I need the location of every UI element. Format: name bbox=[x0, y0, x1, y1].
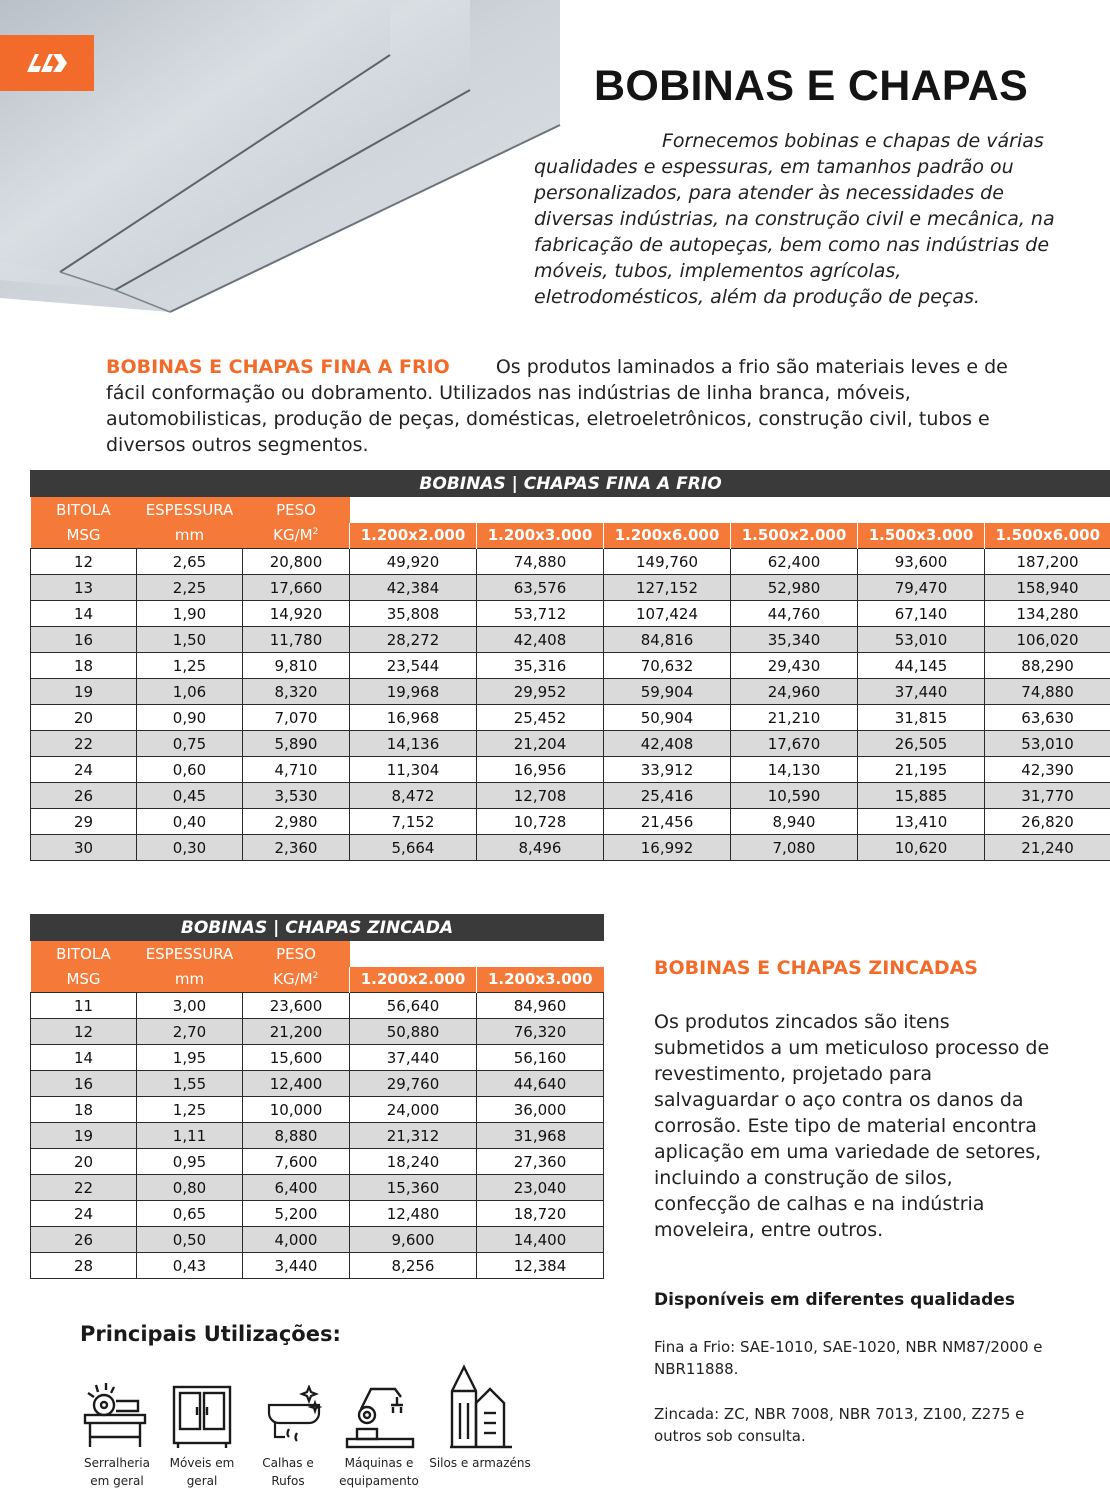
table-cell: 1,06 bbox=[137, 679, 243, 705]
table-cell: 42,390 bbox=[985, 757, 1110, 783]
galvanized-table bbox=[30, 914, 604, 1279]
table-row bbox=[31, 809, 1110, 835]
table-cell: 29,952 bbox=[477, 679, 604, 705]
table-cell: 12 bbox=[31, 1019, 137, 1045]
galvanized-table-title: BOBINAS | CHAPAS ZINCADA bbox=[31, 915, 604, 941]
table-cell: 14,400 bbox=[477, 1227, 604, 1253]
table-cell: 24 bbox=[31, 1201, 137, 1227]
table-cell: 6,400 bbox=[243, 1175, 350, 1201]
table-cell: 88,290 bbox=[985, 653, 1110, 679]
table-cell: 50,904 bbox=[604, 705, 731, 731]
table-cell: 33,912 bbox=[604, 757, 731, 783]
use-label-line: geral bbox=[186, 1474, 218, 1488]
table-cell: 79,470 bbox=[858, 575, 985, 601]
table-cell: 26 bbox=[31, 783, 137, 809]
qualities-heading: Disponíveis em diferentes qualidades bbox=[654, 1290, 1015, 1310]
table-cell: 106,020 bbox=[985, 627, 1110, 653]
col-size: 1.200x2.000 bbox=[350, 523, 477, 549]
table-cell: 44,760 bbox=[731, 601, 858, 627]
use-label-gutters bbox=[248, 1454, 328, 1490]
table-cell: 21,200 bbox=[243, 1019, 350, 1045]
use-label-line: Calhas e bbox=[262, 1456, 314, 1470]
table-cell: 84,960 bbox=[477, 993, 604, 1019]
table-cell: 0,60 bbox=[137, 757, 243, 783]
use-label-metalwork bbox=[77, 1454, 157, 1490]
table-cell: 0,45 bbox=[137, 783, 243, 809]
table-cell: 24 bbox=[31, 757, 137, 783]
table-row bbox=[31, 627, 1110, 653]
table-cell: 8,320 bbox=[243, 679, 350, 705]
table-cell: 62,400 bbox=[731, 549, 858, 575]
table-row bbox=[31, 575, 1110, 601]
table-row bbox=[31, 1097, 604, 1123]
table-cell: 0,40 bbox=[137, 809, 243, 835]
table-cell: 31,968 bbox=[477, 1123, 604, 1149]
table-cell: 8,496 bbox=[477, 835, 604, 861]
table-cell: 37,440 bbox=[858, 679, 985, 705]
col-bitola-unit: MSG bbox=[31, 967, 137, 993]
table-cell: 8,256 bbox=[350, 1253, 477, 1279]
table-cell: 0,90 bbox=[137, 705, 243, 731]
table-cell: 2,70 bbox=[137, 1019, 243, 1045]
table-cell: 11,304 bbox=[350, 757, 477, 783]
table-cell: 49,920 bbox=[350, 549, 477, 575]
table-row bbox=[31, 731, 1110, 757]
table-cell: 3,440 bbox=[243, 1253, 350, 1279]
table-cell: 29,760 bbox=[350, 1071, 477, 1097]
table-cell: 7,600 bbox=[243, 1149, 350, 1175]
table-cell: 13 bbox=[31, 575, 137, 601]
table-cell: 12,400 bbox=[243, 1071, 350, 1097]
table-cell: 50,880 bbox=[350, 1019, 477, 1045]
cold-rolled-text: Os produtos laminados a frio são materiais leves e de fácil conformação ou dobramento. Utilizados nas indústrias de linha branca, móveis, automobilisticas, produção de peças, domésticas, eletroeletrônicos, construção civil, tubos e diversos outros segmentos. bbox=[106, 356, 1008, 456]
table-cell: 53,712 bbox=[477, 601, 604, 627]
table-cell: 4,710 bbox=[243, 757, 350, 783]
table-cell: 15,600 bbox=[243, 1045, 350, 1071]
table-cell: 0,43 bbox=[137, 1253, 243, 1279]
table-cell: 7,070 bbox=[243, 705, 350, 731]
table-cell: 70,632 bbox=[604, 653, 731, 679]
col-peso-unit bbox=[243, 967, 350, 993]
table-cell: 14,130 bbox=[731, 757, 858, 783]
table-cell: 30 bbox=[31, 835, 137, 861]
table-cell: 11 bbox=[31, 993, 137, 1019]
peso-unit-text: KG/M bbox=[273, 970, 313, 989]
table-cell: 63,630 bbox=[985, 705, 1110, 731]
galvanized-table-body bbox=[31, 993, 604, 1279]
table-cell: 2,980 bbox=[243, 809, 350, 835]
table-cell: 19,968 bbox=[350, 679, 477, 705]
table-cell: 76,320 bbox=[477, 1019, 604, 1045]
table-row bbox=[31, 993, 604, 1019]
table-cell: 22 bbox=[31, 1175, 137, 1201]
cold-rolled-heading: BOBINAS E CHAPAS FINA A FRIO bbox=[106, 356, 450, 378]
table-cell: 53,010 bbox=[985, 731, 1110, 757]
brand-logo-icon bbox=[25, 52, 69, 74]
qualities-cold-rolled: Fina a Frio: SAE-1010, SAE-1020, NBR NM87/2000 e NBR11888. bbox=[654, 1338, 1043, 1378]
table-row bbox=[31, 835, 1110, 861]
col-size: 1.200x3.000 bbox=[477, 967, 604, 993]
table-cell: 0,50 bbox=[137, 1227, 243, 1253]
table-cell: 3,530 bbox=[243, 783, 350, 809]
table-cell: 10,000 bbox=[243, 1097, 350, 1123]
col-espessura: ESPESSURA bbox=[137, 941, 243, 967]
galvanized-heading: BOBINAS E CHAPAS ZINCADAS bbox=[654, 957, 978, 979]
peso-unit-text: KG/M bbox=[273, 526, 313, 545]
table-cell: 24,000 bbox=[350, 1097, 477, 1123]
table-cell: 12,708 bbox=[477, 783, 604, 809]
table-cell: 67,140 bbox=[858, 601, 985, 627]
table-cell: 25,452 bbox=[477, 705, 604, 731]
table-cell: 8,472 bbox=[350, 783, 477, 809]
header-blank bbox=[350, 497, 1110, 523]
table-cell: 42,408 bbox=[477, 627, 604, 653]
table-cell: 16 bbox=[31, 1071, 137, 1097]
table-row bbox=[31, 653, 1110, 679]
table-cell: 0,80 bbox=[137, 1175, 243, 1201]
table-cell: 0,65 bbox=[137, 1201, 243, 1227]
table-cell: 18 bbox=[31, 653, 137, 679]
table-cell: 14,920 bbox=[243, 601, 350, 627]
table-cell: 21,204 bbox=[477, 731, 604, 757]
table-cell: 0,75 bbox=[137, 731, 243, 757]
table-cell: 1,25 bbox=[137, 653, 243, 679]
table-cell: 52,980 bbox=[731, 575, 858, 601]
table-cell: 44,145 bbox=[858, 653, 985, 679]
col-espessura: ESPESSURA bbox=[137, 497, 243, 523]
table-cell: 5,664 bbox=[350, 835, 477, 861]
table-cell: 12 bbox=[31, 549, 137, 575]
table-cell: 7,080 bbox=[731, 835, 858, 861]
cold-rolled-description bbox=[106, 354, 1026, 458]
table-cell: 9,600 bbox=[350, 1227, 477, 1253]
table-cell: 15,360 bbox=[350, 1175, 477, 1201]
table-cell: 1,90 bbox=[137, 601, 243, 627]
table-cell: 8,880 bbox=[243, 1123, 350, 1149]
table-cell: 16,968 bbox=[350, 705, 477, 731]
table-cell: 18,240 bbox=[350, 1149, 477, 1175]
table-cell: 16,992 bbox=[604, 835, 731, 861]
table-cell: 21,312 bbox=[350, 1123, 477, 1149]
col-espessura-unit: mm bbox=[137, 967, 243, 993]
use-label-silos bbox=[425, 1454, 535, 1472]
col-espessura-unit: mm bbox=[137, 523, 243, 549]
table-cell: 1,50 bbox=[137, 627, 243, 653]
table-cell: 4,000 bbox=[243, 1227, 350, 1253]
table-cell: 10,620 bbox=[858, 835, 985, 861]
table-cell: 37,440 bbox=[350, 1045, 477, 1071]
uses-heading: Principais Utilizações: bbox=[80, 1322, 341, 1346]
table-row bbox=[31, 1019, 604, 1045]
col-peso-unit bbox=[243, 523, 350, 549]
intro-paragraph: Fornecemos bobinas e chapas de várias qualidades e espessuras, em tamanhos padrão ou personalizados, para atender às necessidades de diversas indústrias, na construção civil e mecânica, na fabricação de autopeças, bem como nas indústrias de móveis, tubos, implementos agrícolas, eletrodomésticos, além da produção de peças. bbox=[534, 130, 1055, 308]
table-cell: 28 bbox=[31, 1253, 137, 1279]
table-cell: 7,152 bbox=[350, 809, 477, 835]
table-cell: 26,820 bbox=[985, 809, 1110, 835]
cold-rolled-table bbox=[30, 470, 1110, 861]
table-cell: 5,200 bbox=[243, 1201, 350, 1227]
table-cell: 1,55 bbox=[137, 1071, 243, 1097]
table-cell: 10,590 bbox=[731, 783, 858, 809]
table-cell: 21,240 bbox=[985, 835, 1110, 861]
table-cell: 74,880 bbox=[985, 679, 1110, 705]
cabinet-icon bbox=[172, 1385, 232, 1449]
table-cell: 23,040 bbox=[477, 1175, 604, 1201]
table-cell: 11,780 bbox=[243, 627, 350, 653]
table-cell: 0,95 bbox=[137, 1149, 243, 1175]
table-cell: 1,25 bbox=[137, 1097, 243, 1123]
table-cell: 0,30 bbox=[137, 835, 243, 861]
table-cell: 134,280 bbox=[985, 601, 1110, 627]
table-cell: 24,960 bbox=[731, 679, 858, 705]
header-blank bbox=[350, 941, 604, 967]
table-cell: 16,956 bbox=[477, 757, 604, 783]
table-cell: 17,660 bbox=[243, 575, 350, 601]
table-cell: 23,544 bbox=[350, 653, 477, 679]
table-cell: 14,136 bbox=[350, 731, 477, 757]
table-cell: 21,195 bbox=[858, 757, 985, 783]
table-cell: 56,160 bbox=[477, 1045, 604, 1071]
table-cell: 20 bbox=[31, 1149, 137, 1175]
use-label-machines bbox=[339, 1454, 419, 1490]
col-bitola: BITOLA bbox=[31, 941, 137, 967]
table-cell: 21,210 bbox=[731, 705, 858, 731]
table-cell: 93,600 bbox=[858, 549, 985, 575]
galvanized-description: Os produtos zincados são itens submetidos a um meticuloso processo de revestimento, projetado para salvaguardar o aço contra os danos da corrosão. Este tipo de material encontra aplicação em uma variedade de setores, incluindo a construção de silos, confecção de calhas e na indústria moveleira, entre outros. bbox=[654, 1011, 1050, 1241]
table-cell: 31,815 bbox=[858, 705, 985, 731]
use-label-line: em geral bbox=[90, 1474, 144, 1488]
table-cell: 19 bbox=[31, 679, 137, 705]
table-cell: 13,410 bbox=[858, 809, 985, 835]
table-cell: 20,800 bbox=[243, 549, 350, 575]
silo-icon bbox=[448, 1363, 514, 1449]
metalwork-saw-icon bbox=[80, 1375, 150, 1449]
table-row bbox=[31, 679, 1110, 705]
table-row bbox=[31, 549, 1110, 575]
table-row bbox=[31, 1227, 604, 1253]
table-row bbox=[31, 601, 1110, 627]
table-cell: 42,384 bbox=[350, 575, 477, 601]
table-cell: 42,408 bbox=[604, 731, 731, 757]
table-cell: 35,808 bbox=[350, 601, 477, 627]
table-cell: 10,728 bbox=[477, 809, 604, 835]
col-size: 1.500x6.000 bbox=[985, 523, 1110, 549]
table-cell: 14 bbox=[31, 601, 137, 627]
table-cell: 20 bbox=[31, 705, 137, 731]
qualities-galvanized: Zincada: ZC, NBR 7008, NBR 7013, Z100, Z275 e outros sob consulta. bbox=[654, 1405, 1025, 1445]
use-label-line: Máquinas e bbox=[344, 1456, 414, 1470]
table-cell: 23,600 bbox=[243, 993, 350, 1019]
cold-rolled-table-title: BOBINAS | CHAPAS FINA A FRIO bbox=[31, 471, 1110, 497]
table-cell: 56,640 bbox=[350, 993, 477, 1019]
col-peso: PESO bbox=[243, 497, 350, 523]
table-cell: 5,890 bbox=[243, 731, 350, 757]
table-cell: 1,11 bbox=[137, 1123, 243, 1149]
table-cell: 35,340 bbox=[731, 627, 858, 653]
col-peso: PESO bbox=[243, 941, 350, 967]
col-bitola: BITOLA bbox=[31, 497, 137, 523]
col-size: 1.500x2.000 bbox=[731, 523, 858, 549]
table-cell: 15,885 bbox=[858, 783, 985, 809]
table-row bbox=[31, 1175, 604, 1201]
brand-logo bbox=[0, 35, 94, 91]
table-cell: 2,65 bbox=[137, 549, 243, 575]
table-cell: 29,430 bbox=[731, 653, 858, 679]
use-label-line: Rufos bbox=[271, 1474, 305, 1488]
table-cell: 21,456 bbox=[604, 809, 731, 835]
table-cell: 3,00 bbox=[137, 993, 243, 1019]
table-cell: 12,384 bbox=[477, 1253, 604, 1279]
table-cell: 31,770 bbox=[985, 783, 1110, 809]
col-size: 1.200x3.000 bbox=[477, 523, 604, 549]
table-cell: 19 bbox=[31, 1123, 137, 1149]
table-cell: 28,272 bbox=[350, 627, 477, 653]
table-cell: 127,152 bbox=[604, 575, 731, 601]
gutter-icon bbox=[265, 1385, 323, 1449]
cold-rolled-table-body bbox=[31, 549, 1110, 861]
table-cell: 9,810 bbox=[243, 653, 350, 679]
table-cell: 187,200 bbox=[985, 549, 1110, 575]
table-cell: 29 bbox=[31, 809, 137, 835]
table-cell: 12,480 bbox=[350, 1201, 477, 1227]
table-cell: 53,010 bbox=[858, 627, 985, 653]
table-cell: 14 bbox=[31, 1045, 137, 1071]
peso-unit-exponent: 2 bbox=[312, 971, 319, 982]
use-label-furniture bbox=[162, 1454, 242, 1490]
table-cell: 149,760 bbox=[604, 549, 731, 575]
use-label-line: Móveis em bbox=[169, 1456, 235, 1470]
table-cell: 158,940 bbox=[985, 575, 1110, 601]
table-row bbox=[31, 1071, 604, 1097]
table-cell: 18,720 bbox=[477, 1201, 604, 1227]
use-label-line: Silos e armazéns bbox=[429, 1456, 531, 1470]
use-label-line: equipamento bbox=[339, 1474, 419, 1488]
table-cell: 16 bbox=[31, 627, 137, 653]
table-cell: 27,360 bbox=[477, 1149, 604, 1175]
table-cell: 35,316 bbox=[477, 653, 604, 679]
table-cell: 22 bbox=[31, 731, 137, 757]
table-row bbox=[31, 1253, 604, 1279]
table-cell: 17,670 bbox=[731, 731, 858, 757]
robot-arm-icon bbox=[345, 1385, 415, 1449]
table-row bbox=[31, 1201, 604, 1227]
table-cell: 44,640 bbox=[477, 1071, 604, 1097]
col-size: 1.500x3.000 bbox=[858, 523, 985, 549]
table-cell: 26,505 bbox=[858, 731, 985, 757]
col-bitola-unit: MSG bbox=[31, 523, 137, 549]
col-size: 1.200x2.000 bbox=[350, 967, 477, 993]
table-cell: 1,95 bbox=[137, 1045, 243, 1071]
table-row bbox=[31, 1123, 604, 1149]
table-cell: 63,576 bbox=[477, 575, 604, 601]
table-cell: 18 bbox=[31, 1097, 137, 1123]
table-row bbox=[31, 1045, 604, 1071]
table-cell: 26 bbox=[31, 1227, 137, 1253]
col-size: 1.200x6.000 bbox=[604, 523, 731, 549]
table-cell: 107,424 bbox=[604, 601, 731, 627]
page-title: BOBINAS E CHAPAS bbox=[594, 62, 1029, 110]
table-cell: 74,880 bbox=[477, 549, 604, 575]
table-row bbox=[31, 705, 1110, 731]
table-cell: 36,000 bbox=[477, 1097, 604, 1123]
table-row bbox=[31, 783, 1110, 809]
use-label-line: Serralheria bbox=[84, 1456, 150, 1470]
table-row bbox=[31, 1149, 604, 1175]
table-cell: 8,940 bbox=[731, 809, 858, 835]
table-row bbox=[31, 757, 1110, 783]
table-cell: 2,25 bbox=[137, 575, 243, 601]
table-cell: 25,416 bbox=[604, 783, 731, 809]
peso-unit-exponent: 2 bbox=[312, 527, 319, 538]
table-cell: 59,904 bbox=[604, 679, 731, 705]
table-cell: 84,816 bbox=[604, 627, 731, 653]
table-cell: 2,360 bbox=[243, 835, 350, 861]
